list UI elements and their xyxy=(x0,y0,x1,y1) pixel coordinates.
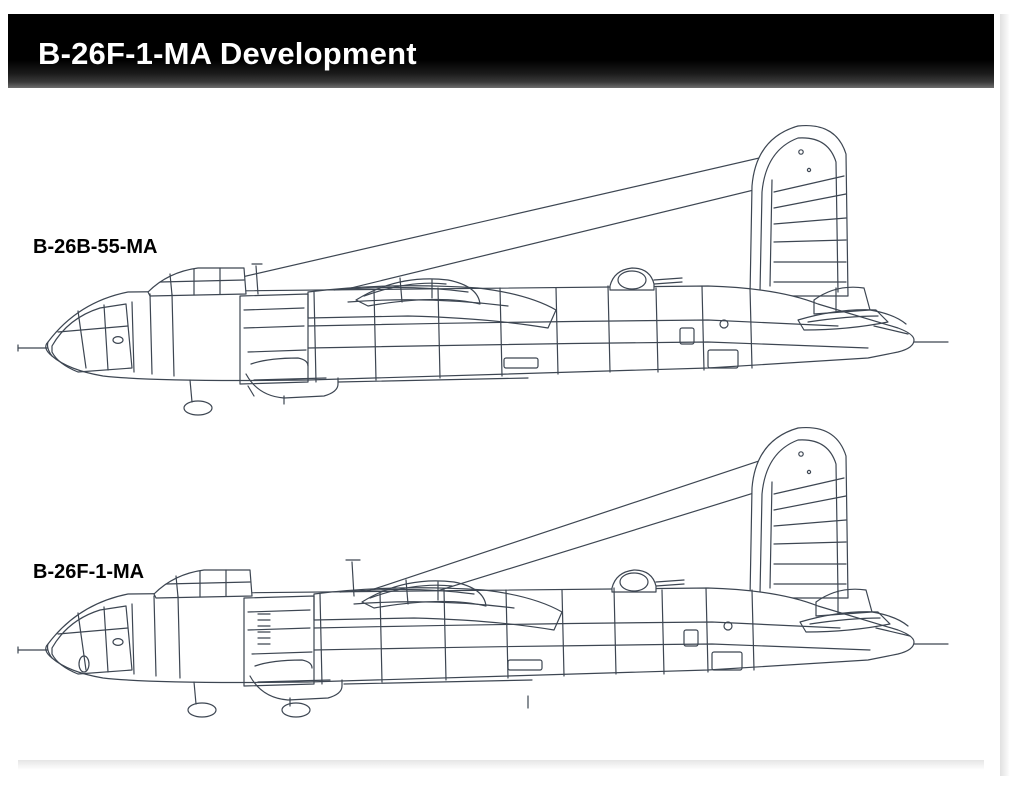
title-bar xyxy=(8,14,994,88)
page-right-shading xyxy=(1000,14,1010,776)
page-bottom-shading xyxy=(18,760,984,770)
label-lower-variant: B-26F-1-MA xyxy=(33,561,145,583)
label-upper-variant: B-26B-55-MA xyxy=(33,236,158,258)
figure-area xyxy=(8,96,994,776)
page-title: B-26F-1-MA Development xyxy=(38,36,417,71)
aircraft-drawings xyxy=(8,96,994,776)
upper-aircraft-drawing xyxy=(18,126,948,415)
lower-aircraft-drawing xyxy=(18,428,948,717)
